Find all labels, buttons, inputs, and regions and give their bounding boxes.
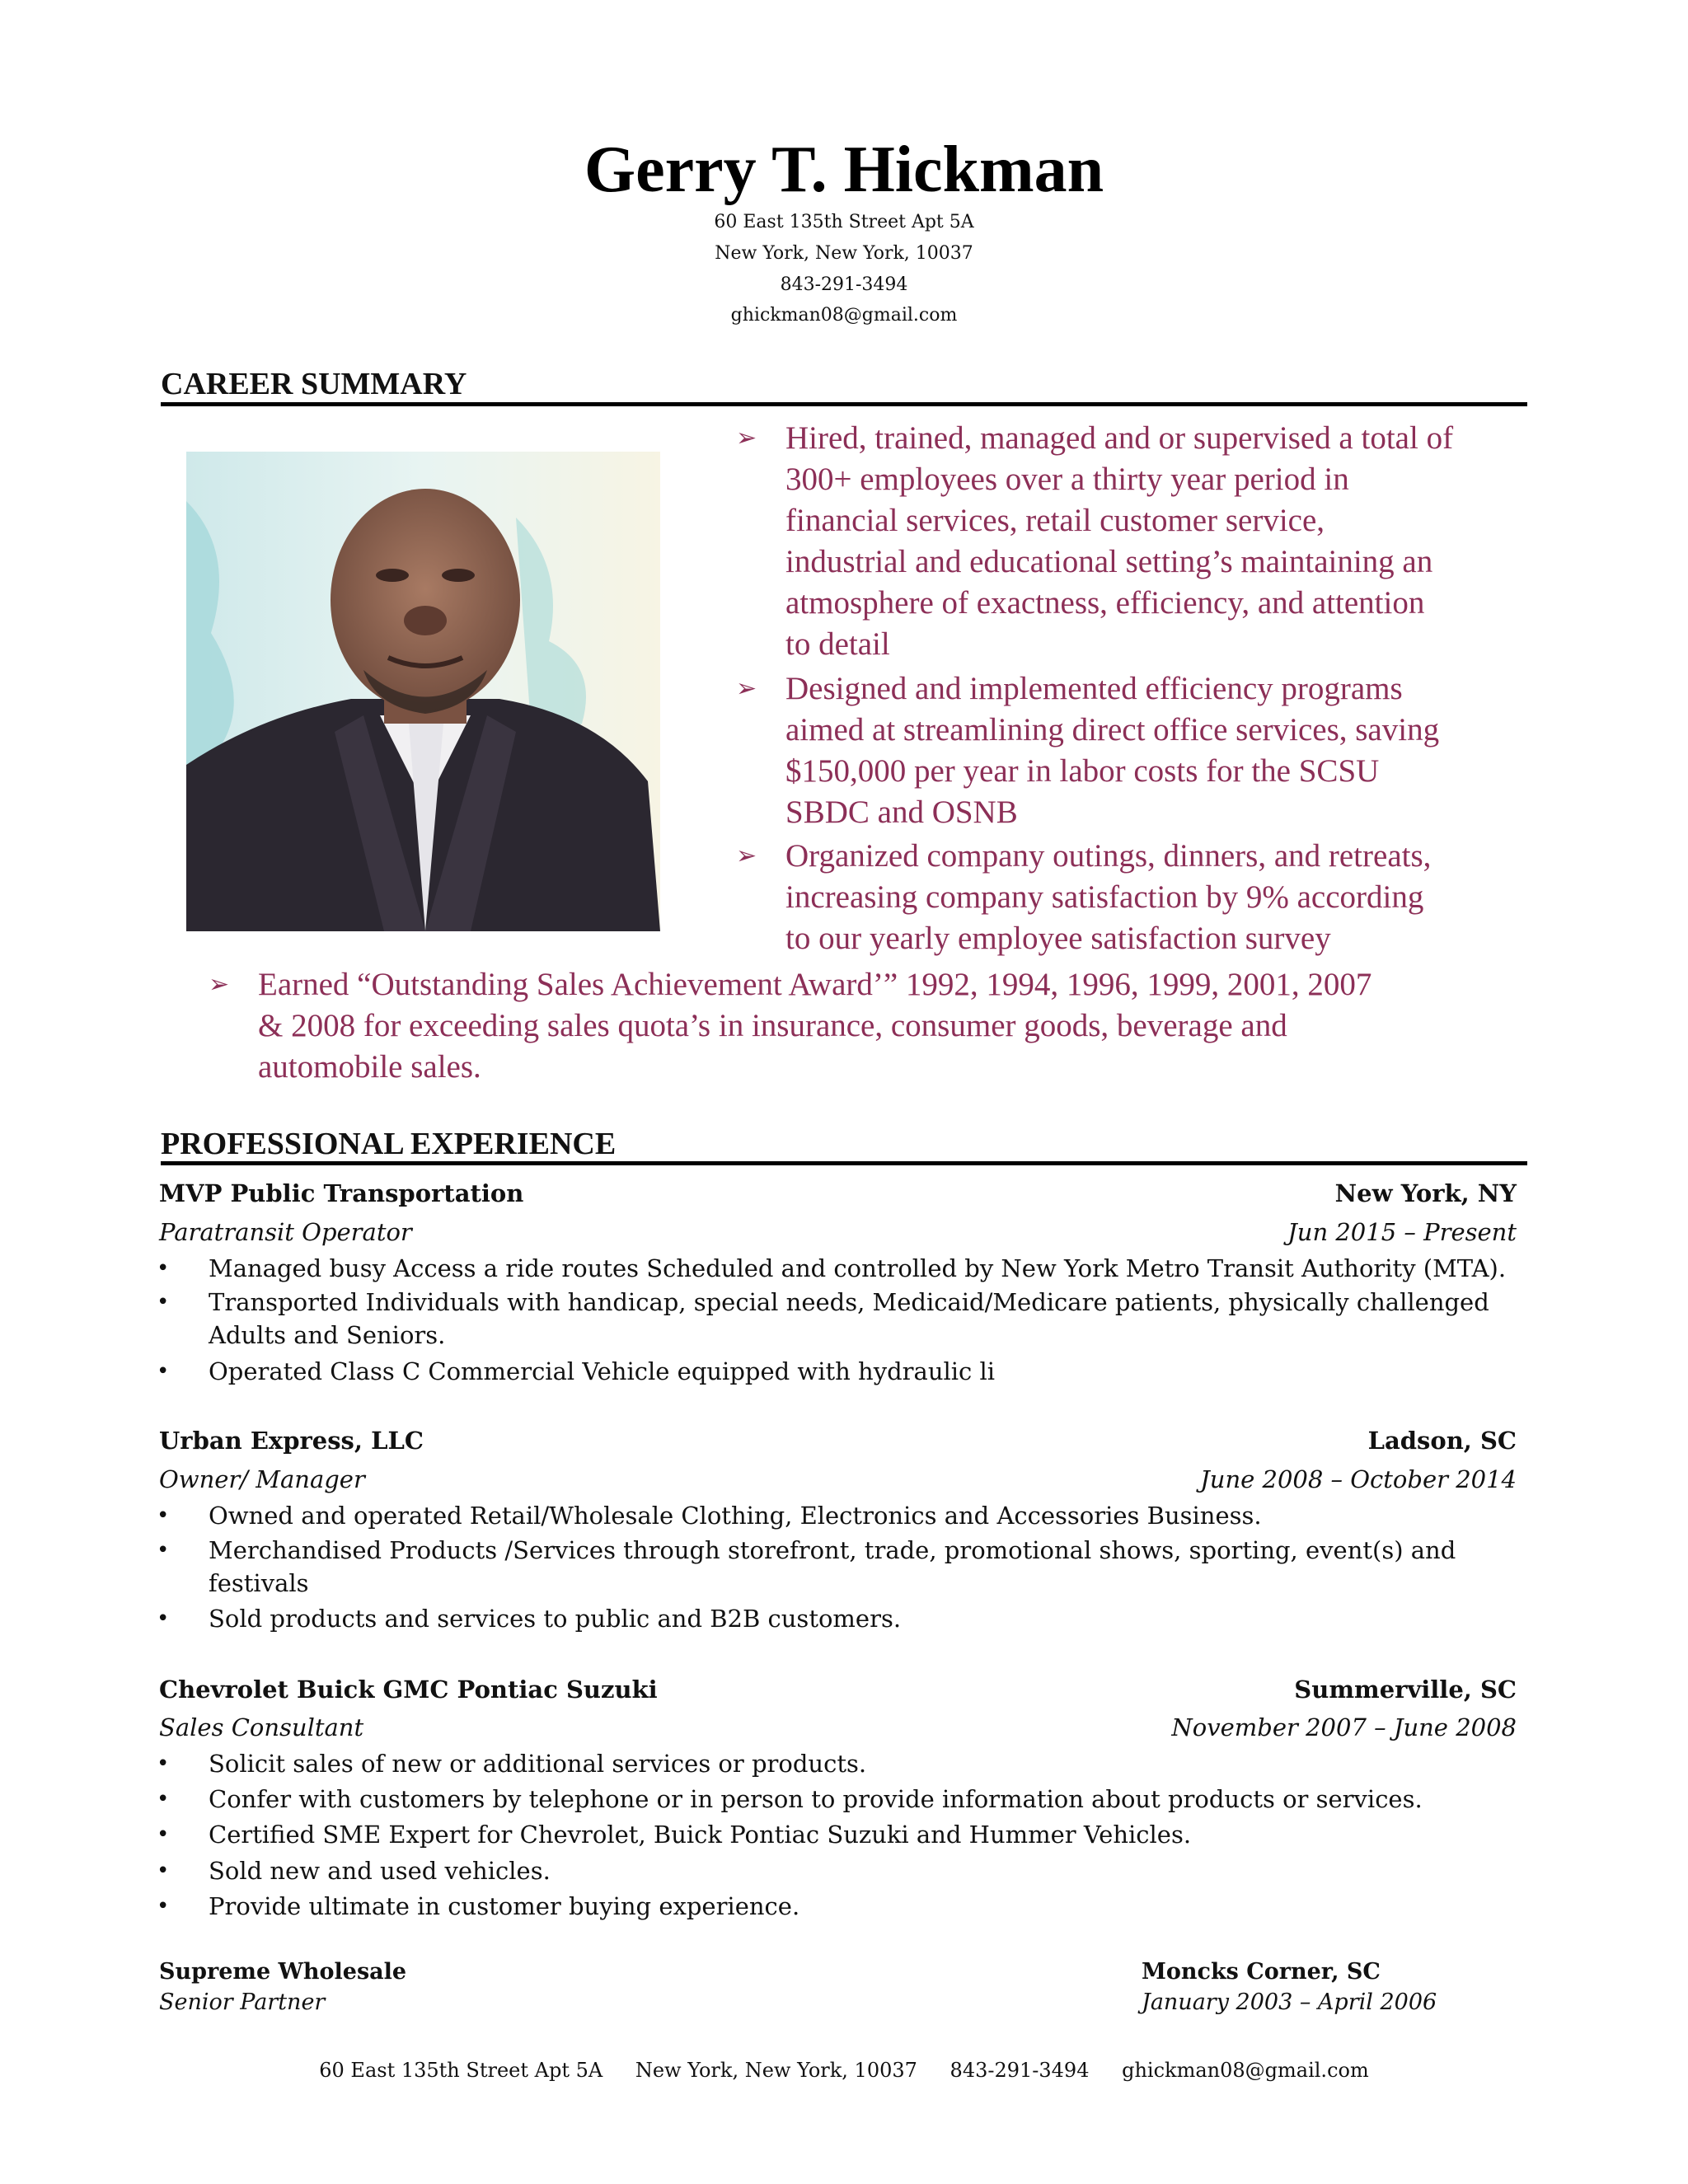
job-location: Summerville, SC: [1294, 1675, 1517, 1704]
email-address: ghickman08@gmail.com: [730, 305, 958, 326]
job-title: Sales Consultant: [159, 1713, 364, 1741]
address-line-1: 60 East 135th Street Apt 5A: [714, 212, 974, 232]
profile-photo: [186, 452, 660, 931]
job-company: Supreme Wholesale: [159, 1959, 407, 1985]
career-summary-heading: CAREER SUMMARY: [161, 367, 467, 401]
job-company: MVP Public Transportation: [159, 1179, 524, 1207]
phone-number: 843-291-3494: [780, 274, 908, 295]
summary-bullet-text: Earned “Outstanding Sales Achievement Award’” 1992, 1994, 1996, 1999, 2001, 2007 & 2008 for exceeding sales quota’s in insurance, consumer goods, beverage and automobile sales.: [258, 967, 1372, 1085]
portrait-illustration: [186, 452, 660, 931]
job-location: Ladson, SC: [1367, 1427, 1517, 1455]
job-company: Urban Express, LLC: [159, 1427, 424, 1455]
experience-divider: [161, 1161, 1527, 1165]
summary-bullet-text: Organized company outings, dinners, and retreats, increasing company satisfaction by 9% according to our yearly employee satisfaction survey: [785, 838, 1432, 956]
footer-address-line-2: New York, New York, 10037: [635, 2059, 917, 2082]
arrow-bullet-icon: ➢: [736, 674, 757, 703]
job-title: Owner/ Manager: [159, 1465, 365, 1493]
experience-heading: PROFESSIONAL EXPERIENCE: [161, 1127, 617, 1161]
footer-email: ghickman08@gmail.com: [1122, 2059, 1369, 2082]
job-dates: June 2008 – October 2014: [1200, 1465, 1517, 1493]
job-location: Moncks Corner, SC: [1142, 1959, 1381, 1985]
arrow-bullet-icon: ➢: [209, 970, 230, 999]
job-dates: November 2007 – June 2008: [1171, 1713, 1517, 1741]
resume-page: Gerry T. Hickman 60 East 135th Street Apt 5A New York, New York, 10037 843-291-3494 ghickman08@gmail.com CAREER SUMMARY ➢ Hired, trained, managed and or supervised a total of 300+ employees over a thirty year period in financial services, retail customer service, industrial and educational setting’s maintaining an atmosphere of exactness, efficiency, and attention to detail ➢ Designed and implemented efficiency programs aimed at streamlining direct office services, saving $150,000 per year in labor costs for the SCSU SBDC and OSNB ➢ Organized company outings, dinners, and retreats, increasing company satisfaction by 9% according to our yearly employee satisfaction survey ➢ Earned “Outstanding Sales Achievement Award’” 1992, 1994, 1996, 1999, 2001, 2007 & 2008 for exceeding sales quota’s in insurance, consumer goods, beverage and automobile sales. PROFESSIONAL EXPERIENCE MVP Public Transportation New York, NY Paratransit Operator Jun 2015 – Present • Managed busy Access a ride routes Scheduled and controlled by New York Metro Transit Authority (MTA). • Transported Individuals with handicap, special needs, Medicaid/Medicare patients, physically challenged Adults and Seniors. • Operated Class C Commercial Vehicle equipped with hydraulic li Urban Express, LLC Ladson, SC Owner/ Manager June 2008 – October 2014 • Owned and operated Retail/Wholesale Clothing, Electronics and Accessories Business. • Merchandised Products /Services through storefront, trade, promotional shows, sporting, event(s) and festivals • Sold products and services to public and B2B customers. Chevrolet Buick GMC Pontiac Suzuki Summerville, SC Sales Consultant November 2007 – June 2008 • Solicit sales of new or additional services or products. • Confer with customers by telephone or in person to provide information about products or services. • Certified SME Expert for Chevrolet, Buick Pontiac Suzuki and Hummer Vehicles. • Sold new and used vehicles. • Provide ultimate in customer buying experience. Supreme Wholesale Moncks Corner, SC Senior Partner January 2003 – April 2006 60 East 135th Street Apt 5A New York, New York, 10037 843-291-3494 ghickman08@gmail.com: [0, 0, 1688, 2184]
arrow-bullet-icon: ➢: [736, 424, 757, 452]
career-summary-divider: [161, 402, 1527, 406]
job-title: Paratransit Operator: [159, 1218, 412, 1246]
job-location: New York, NY: [1334, 1179, 1517, 1207]
arrow-bullet-icon: ➢: [736, 841, 757, 870]
footer-phone: 843-291-3494: [950, 2059, 1090, 2082]
summary-bullet-text: Designed and implemented efficiency programs aimed at streamlining direct office services, saving $150,000 per year in labor costs for the SCSU SBDC and OSNB: [785, 671, 1440, 830]
job-title: Senior Partner: [159, 1990, 326, 2015]
summary-bullet-text: Hired, trained, managed and or supervised a total of 300+ employees over a thirty year period in financial services, retail customer service, industrial and educational setting’s maintaining an atmosphere of exactness, efficiency, and attention to detail: [785, 420, 1454, 662]
job-dates: January 2003 – April 2006: [1142, 1990, 1437, 2015]
job-company: Chevrolet Buick GMC Pontiac Suzuki: [159, 1675, 658, 1704]
footer-address-line-1: 60 East 135th Street Apt 5A: [319, 2059, 603, 2082]
job-dates: Jun 2015 – Present: [1287, 1218, 1517, 1246]
page-footer: [0, 2057, 1688, 2083]
address-line-2: New York, New York, 10037: [715, 243, 973, 264]
resume-name: Gerry T. Hickman: [584, 134, 1104, 206]
